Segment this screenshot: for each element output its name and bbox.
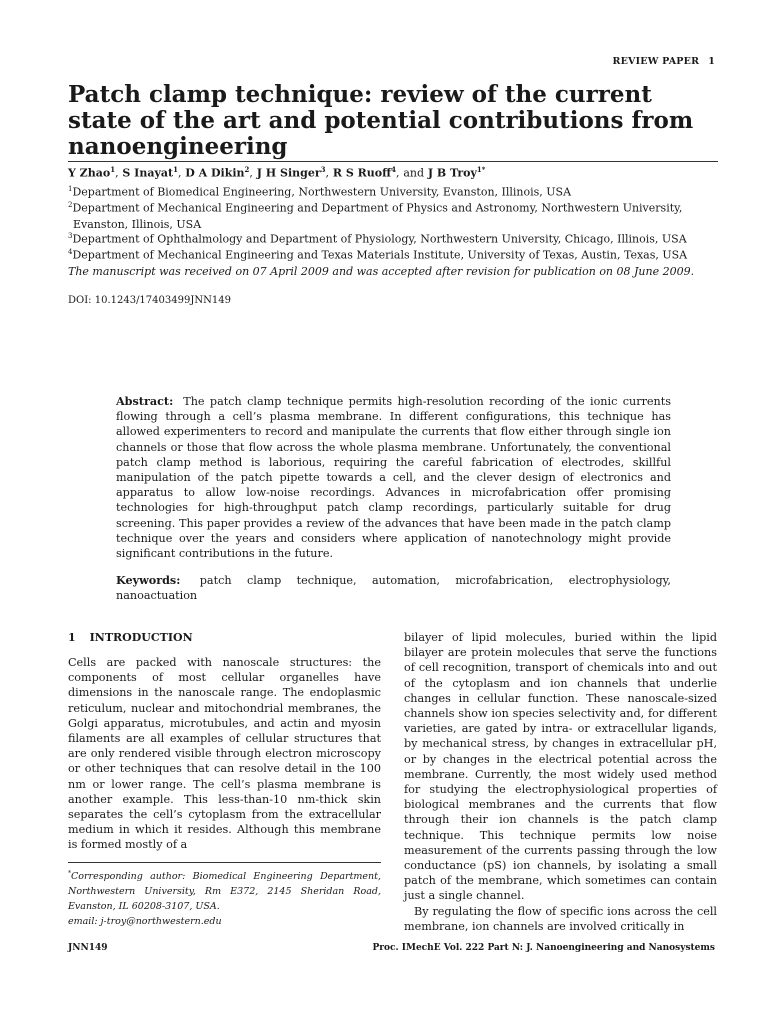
author-affiliation-marker: 1* bbox=[476, 165, 486, 174]
footer-article-id: JNN149 bbox=[68, 943, 108, 953]
author-separator: , bbox=[325, 166, 329, 180]
footnote-email[interactable]: email: j-troy@northwestern.edu bbox=[68, 916, 222, 928]
body-left-column bbox=[68, 655, 381, 853]
affiliation-text: Department of Ophthalmology and Department of Physiology, Northwestern University, Chicago, Illinois, USA bbox=[72, 232, 687, 246]
author-name: Y Zhao bbox=[68, 166, 111, 180]
section-heading bbox=[68, 631, 193, 644]
section-number: 1 bbox=[68, 631, 76, 644]
author-list bbox=[68, 165, 485, 180]
abstract bbox=[116, 394, 671, 561]
affiliation-text: Department of Biomedical Engineering, Northwestern University, Evanston, Illinois, USA bbox=[72, 185, 572, 199]
author-conjunction: and bbox=[403, 166, 424, 180]
author-affiliation-marker: 2 bbox=[244, 165, 250, 174]
author-name: S Inayat bbox=[122, 166, 174, 180]
doi[interactable]: DOI: 10.1243/17403499JNN149 bbox=[68, 295, 231, 306]
affiliation-text: Department of Mechanical Engineering and Department of Physics and Astronomy, Northwestern University, bbox=[72, 201, 683, 215]
corresponding-author-footnote bbox=[68, 866, 381, 929]
author-separator: , bbox=[177, 166, 182, 180]
affiliation-number: 1 bbox=[68, 185, 73, 193]
manuscript-received-note: The manuscript was received on 07 April 2009 and was accepted after revision for publication on 08 June 2009. bbox=[68, 265, 695, 278]
body-paragraph: Cells are packed with nanoscale structures: the components of most cellular organelles have dimensions in the nanoscale range. The endoplasmic reticulum, nuclear and mitochondrial membranes, the Golgi apparatus, microtubules, and actin and myosin filaments are all examples of cellular structures that are only rendered visible through electron microscopy or other techniques that can resolve detail in the 100 nm or lower range. The cell’s plasma membrane is another example. This less-than-10 nm-thick skin separates the cell’s cytoplasm from the extracellular medium in which it resides. Although this membrane is formed mostly of a bbox=[68, 656, 381, 852]
author-separator: , bbox=[249, 166, 253, 180]
keywords-label: Keywords: bbox=[116, 573, 181, 587]
affiliation bbox=[68, 244, 718, 264]
body-right-column bbox=[404, 630, 717, 934]
running-head-label: REVIEW PAPER bbox=[612, 56, 700, 67]
author-affiliation-marker: 4 bbox=[391, 165, 396, 174]
author-name: J H Singer bbox=[256, 166, 321, 180]
footnote-marker: * bbox=[68, 870, 71, 877]
footer-journal: Proc. IMechE Vol. 222 Part N: J. Nanoengineering and Nanosystems bbox=[372, 943, 715, 953]
keywords-text: patch clamp technique, automation, microfabrication, electrophysiology, nanoactuation bbox=[116, 574, 671, 603]
affiliation-number: 3 bbox=[68, 232, 73, 240]
author-separator: , bbox=[115, 166, 119, 180]
title-divider bbox=[68, 161, 718, 162]
author-affiliation-marker: 1 bbox=[110, 165, 116, 174]
author-name: D A Dikin bbox=[185, 166, 245, 180]
affiliation-number: 2 bbox=[68, 201, 73, 209]
footnote-text: Corresponding author: Biomedical Engineering Department, Northwestern University, Rm E372, 2145 Sheridan Road, Evanston, IL 60208-3107, USA. bbox=[68, 871, 381, 913]
author-name: J B Troy bbox=[427, 166, 477, 180]
body-paragraph: bilayer of lipid molecules, buried within the lipid bilayer are protein molecules that serve the functions of cell recognition, transport of chemicals into and out of the cytoplasm and ion channels that underlie changes in cellular function. These nanoscale-sized channels show ion species selectivity and, for different varieties, are gated by intra- or extracellular ligands, by mechanical stress, by changes in extracellular pH, or by changes in the electrical potential across the membrane. Currently, the most widely used method for studying the electrophysiological properties of biological membranes and the currents that flow through their ion channels is the patch clamp technique. This technique permits low noise measurement of the currents passing through the low conductance (pS) ion channels, by isolating a small patch of the membrane, which sometimes can contain just a single channel. bbox=[404, 631, 717, 903]
keywords bbox=[116, 573, 671, 603]
affiliation-number: 4 bbox=[68, 248, 73, 256]
affiliation-text-continued: Evanston, Illinois, USA bbox=[73, 217, 202, 231]
body-paragraph: By regulating the flow of specific ions across the cell membrane, ion channels are involved critically in bbox=[404, 904, 717, 933]
author-affiliation-marker: 3 bbox=[320, 165, 326, 174]
affiliation-text: Department of Mechanical Engineering and Texas Materials Institute, University of Texas, Austin, Texas, USA bbox=[72, 248, 688, 262]
paper-title: Patch clamp technique: review of the current state of the art and potential contributions from nanoengineering bbox=[68, 81, 694, 160]
abstract-text: The patch clamp technique permits high-resolution recording of the ionic currents flowing through a cell’s plasma membrane. In different configurations, this technique has allowed experimenters to record and manipulate the currents that flow either through single ion channels or those that flow across the whole plasma membrane. Unfortunately, the conventional patch clamp method is laborious, requiring the careful fabrication of electrodes, skillful manipulation of the patch pipette towards a cell, and the clever design of electronics and apparatus to allow low-noise recordings. Advances in microfabrication offer promising technologies for high-throughput patch clamp recordings, particularly suitable for drug screening. This paper provides a review of the advances that have been made in the patch clamp technique over the years and considers where application of nanotechnology might provide significant contributions in the future. bbox=[116, 395, 671, 561]
author-affiliation-marker: 1 bbox=[173, 165, 178, 174]
section-title: INTRODUCTION bbox=[89, 631, 193, 644]
author-name: R S Ruoff bbox=[332, 166, 392, 180]
footnote-divider bbox=[68, 862, 381, 863]
running-head bbox=[613, 56, 715, 67]
page-number: 1 bbox=[708, 56, 715, 67]
abstract-label: Abstract: bbox=[116, 394, 174, 408]
author-separator: , bbox=[395, 166, 400, 180]
